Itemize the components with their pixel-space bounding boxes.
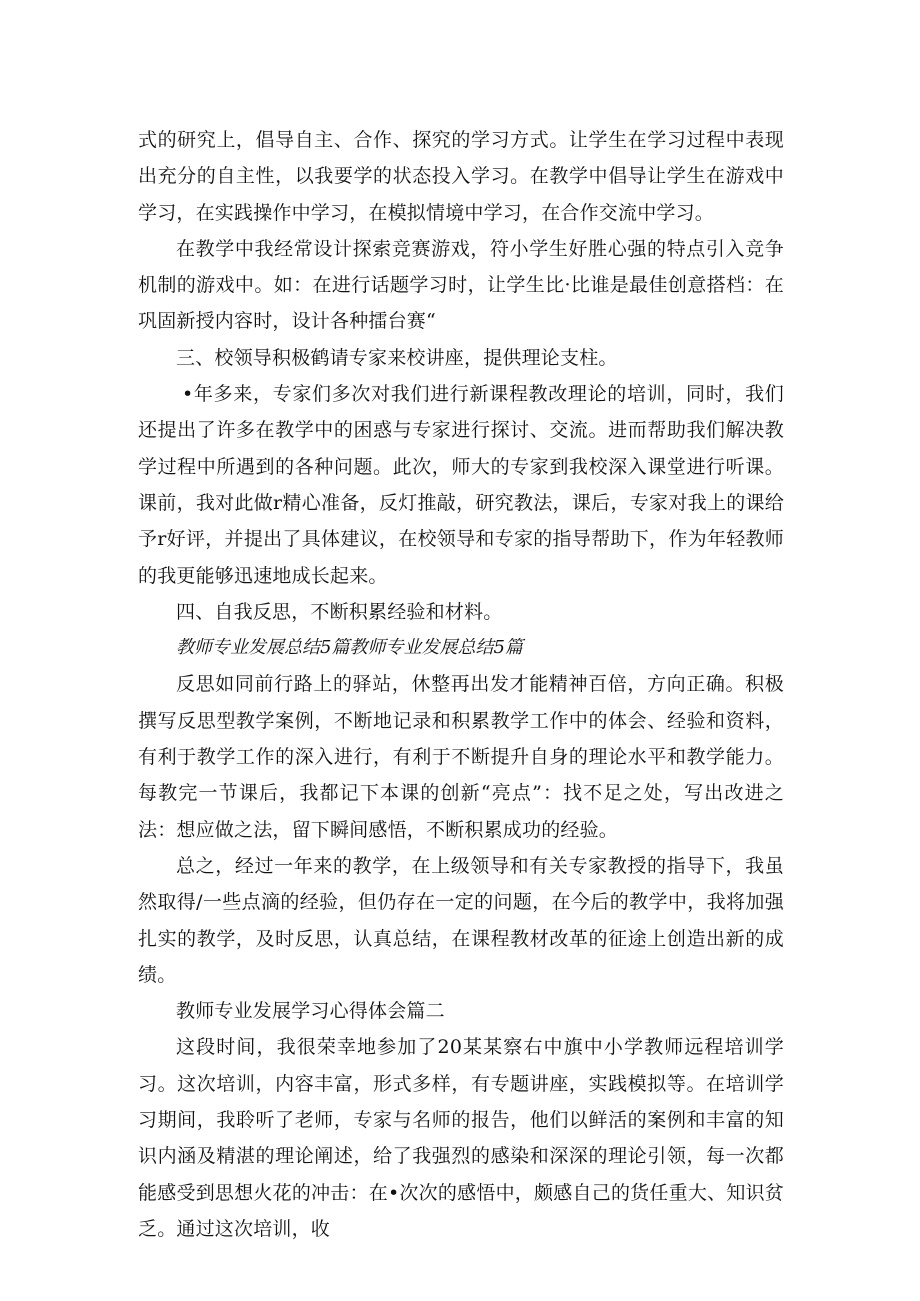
- paragraph-expert-training: •年多来，专家们多次对我们进行新课程教改理论的培训，同时，我们还提出了许多在教学中的困惑与专家进行探讨、交流。进而帮助我们解决教学过程中所遇到的各种问题。此次，师大的专家到我校深入课堂进行听课。课前，我对此做r精心准备，反灯推敲，研究教法，课后，专家对我上的课给予r好评，并提出了具体建议，在校领导和专家的指导帮助下，作为年轻教师的我更能够迅速地成长起来。: [138, 383, 784, 587]
- section-heading-part-two: 教师专业发展学习心得体会篇二: [176, 1000, 445, 1023]
- paragraph-reflection: 反思如同前行路上的驿站，休整再出发才能精神百倍，方向正确。积极撰写反思型教学案例，不断地记录和积累教学工作中的体会、经验和资料，有利于教学工作的深入进行，有利于不断提升自身的理论水平和教学能力。每教完一节课后，我都记下本课的创新“亮点”：找不足之处，写出改进之法：想应做之法，留下瞬间感悟，不断积累成功的经验。: [138, 673, 784, 841]
- paragraph-competition-games: 在教学中我经常设计探索竞赛游戏，符小学生好胜心强的特点引入竞争机制的游戏中。如：在进行话题学习时，让学生比·比谁是最佳创意搭档：在巩固新授内容时，设计各种擂台赛“: [138, 237, 784, 333]
- paragraph-learning-methods: 式的研究上，倡导自主、合作、探究的学习方式。让学生在学习过程中表现出充分的自主性，以我要学的状态投入学习。在教学中倡导让学生在游戏中学习，在实践操作中学习，在模拟情境中学习，在合作交流中学习。: [138, 129, 784, 224]
- paragraph-conclusion: 总之，经过一年来的教学，在上级领导和有关专家教授的指导下，我虽然取得/一些点滴的经验，但仍存在一定的问题，在今后的教学中，我将加强扎实的教学，及时反思，认真总结，在课程教材改革的征途上创造出新的成绩。: [138, 854, 784, 986]
- document-body: [138, 122, 784, 1247]
- document-subtitle-summary: 教师专业发展总结5篇教师专业发展总结5篇: [176, 637, 523, 659]
- section-heading-four: 四、自我反思，不断积累经验和材料。: [176, 600, 503, 623]
- section-heading-three: 三、校领导积极鹤请专家来校讲座，提供理论支柱。: [176, 346, 618, 369]
- paragraph-remote-training: 这段时间，我很荣幸地参加了20某某察右中旗中小学教师远程培训学习。这次培训，内容丰富，形式多样，有专题讲座，实践模拟等。在培训学习期间，我聆听了老师，专家与名师的报告，他们以鲜活的案例和丰富的知识内涵及精湛的理论阐述，给了我强烈的感染和深深的理论引领，每一次都能感受到思想火花的冲击：在•次次的感悟中，颇感自己的货任重大、知识贫乏。通过这次培训，收: [138, 1036, 784, 1240]
